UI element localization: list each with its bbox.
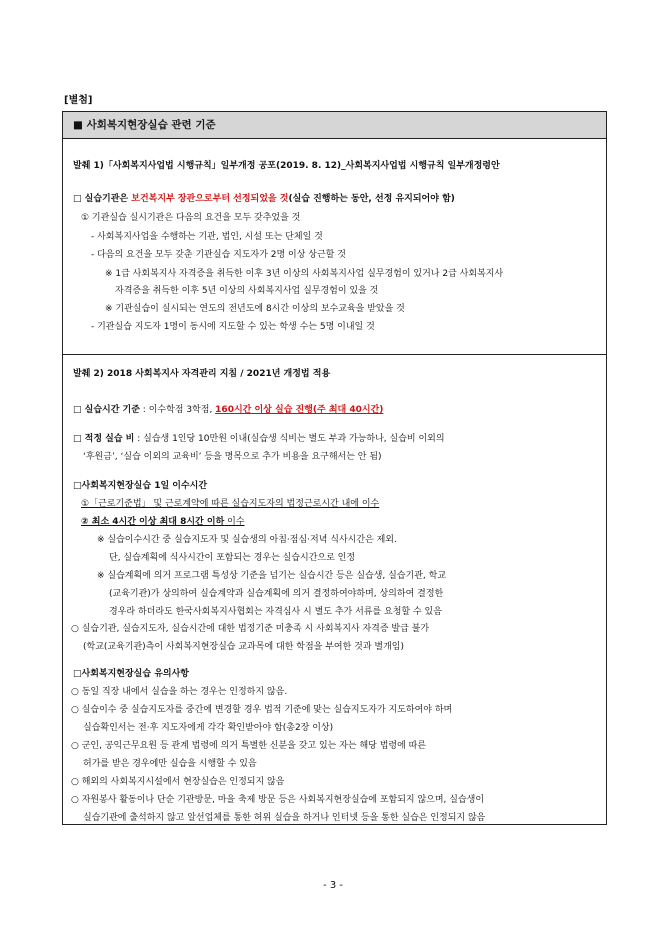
daily-hours-line: ※ 실습계획에 의거 프로그램 특성상 기준을 넘기는 실습시간 등은 실습생, 실습기관, 학교 — [97, 571, 447, 581]
daily-hours-line: 단, 실습계획에 식사시간이 포함되는 경우는 실습시간으로 인정 — [109, 553, 356, 563]
section1-line: ※ 기관실습이 실시되는 연도의 전년도에 8시간 이상의 보수교육을 받았을 것 — [105, 304, 405, 314]
caution-line: ○ 실습이수 중 실습지도자를 중간에 변경할 경우 법적 기준에 맞는 실습지도자가 지도하여야 하며 — [71, 705, 453, 715]
caution-line: ○ 해외의 사회복지시설에서 현장실습은 인정되지 않음 — [71, 777, 285, 787]
section1-bullet: □ 실습기관은 보건복지부 장관으로부터 선정되었을 것(실습 진행하는 동안, 선정 유지되어야 함) — [73, 194, 455, 204]
caution-line: ○ 동일 직장 내에서 실습을 하는 경우는 인정하지 않음. — [71, 687, 288, 697]
caution-line: 실습기관에 출석하지 않고 알선업체를 통한 허위 실습을 하거나 인터넷 등을 통한 실습은 인정되지 않음 — [83, 813, 486, 823]
section1-line: ※ 1급 사회복지사 자격증을 취득한 이후 3년 이상의 사회복지사업 실무경험이 있거나 2급 사회복지사 — [105, 269, 504, 279]
section-divider — [63, 354, 606, 355]
caution-line: 허가를 받은 경우에만 실습을 시행할 수 있음 — [83, 759, 257, 769]
daily-hours-line: ①「근로기준법」 및 근로계약에 따른 실습지도자의 법정근로시간 내에 이수 — [81, 499, 380, 509]
daily-hours-line: (학교(교육기관)측이 사회복지현장실습 교과목에 대한 학점을 부여한 것과 별개임) — [83, 642, 404, 652]
practice-fee-rule: □ 적정 실습 비 : 실습생 1인당 10만원 이내(실습생 식비는 별도 부과 가능하나, 실습비 이외의 — [73, 434, 445, 444]
practice-time-rule: □ 실습시간 기준 : 이수학점 3학점, 160시간 이상 실습 진행(주 최대 40시간) — [73, 405, 384, 415]
caution-title: □사회복지현장실습 유의사항 — [73, 669, 189, 679]
daily-hours-title: □사회복지현장실습 1일 이수시간 — [73, 481, 208, 491]
page-number: - 3 - — [323, 880, 343, 891]
caution-line: ○ 자원봉사 활동이나 단순 기관방문, 마을 축제 방문 등은 사회복지현장실습에 포함되지 않으며, 실습생이 — [71, 795, 485, 805]
section1-line: 자격증을 취득한 이후 5년 이상의 사회복지사업 실무경험이 있을 것 — [115, 286, 379, 296]
standards-box — [62, 111, 607, 825]
section1-line: ① 기관실습 실시기관은 다음의 요건을 모두 갖추었을 것 — [81, 213, 301, 223]
caution-line: ○ 군인, 공익근무요원 등 관계 법령에 의거 특별한 신분을 갖고 있는 자는 해당 법령에 따른 — [71, 741, 427, 751]
daily-hours-line: ② 최소 4시간 이상 최대 8시간 이하 이수 — [81, 517, 245, 527]
section1-line: - 기관실습 지도자 1명이 동시에 지도할 수 있는 학생 수는 5명 이내일 것 — [91, 322, 375, 332]
caution-line: 실습확인서는 전·후 지도자에게 각각 확인받아야 함(총2장 이상) — [83, 723, 334, 733]
annex-label: [별첨] — [64, 95, 93, 106]
section1-line: - 다음의 요건을 모두 갖춘 기관실습 지도자가 2명 이상 상근할 것 — [91, 250, 346, 260]
daily-hours-line: (교육기관)가 상의하여 실습계약과 실습계획에 의거 결정하여야하며, 상의하여 결정한 — [109, 589, 444, 599]
section1-title: 발췌 1)「사회복지사업법 시행규칙」일부개정 공포(2019. 8. 12)_사회복지사업법 시행규칙 일부개정령안 — [73, 161, 500, 171]
box-header: ■ 사회복지현장실습 관련 기준 — [63, 112, 606, 139]
section2-title: 발췌 2) 2018 사회복지사 자격관리 지침 / 2021년 개정법 적용 — [73, 369, 331, 379]
section1-line: - 사회복지사업을 수행하는 기관, 법인, 시설 또는 단체일 것 — [91, 232, 323, 242]
daily-hours-line: ※ 실습이수시간 중 실습지도자 및 실습생의 아침·점심·저녁 식사시간은 제외. — [97, 535, 397, 545]
daily-hours-line: 경우라 하더라도 한국사회복지사협회는 자격심사 시 별도 추가 서류를 요청할 수 있음 — [109, 607, 442, 617]
practice-fee-rule-cont: ‘후원금’, ‘실습 이외의 교육비’ 등을 명목으로 추가 비용을 요구해서는 안 됨) — [83, 452, 382, 462]
daily-hours-line: ○ 실습기관, 실습지도자, 실습시간에 대한 법정기준 미충족 시 사회복지사 자격증 발급 불가 — [71, 624, 430, 634]
